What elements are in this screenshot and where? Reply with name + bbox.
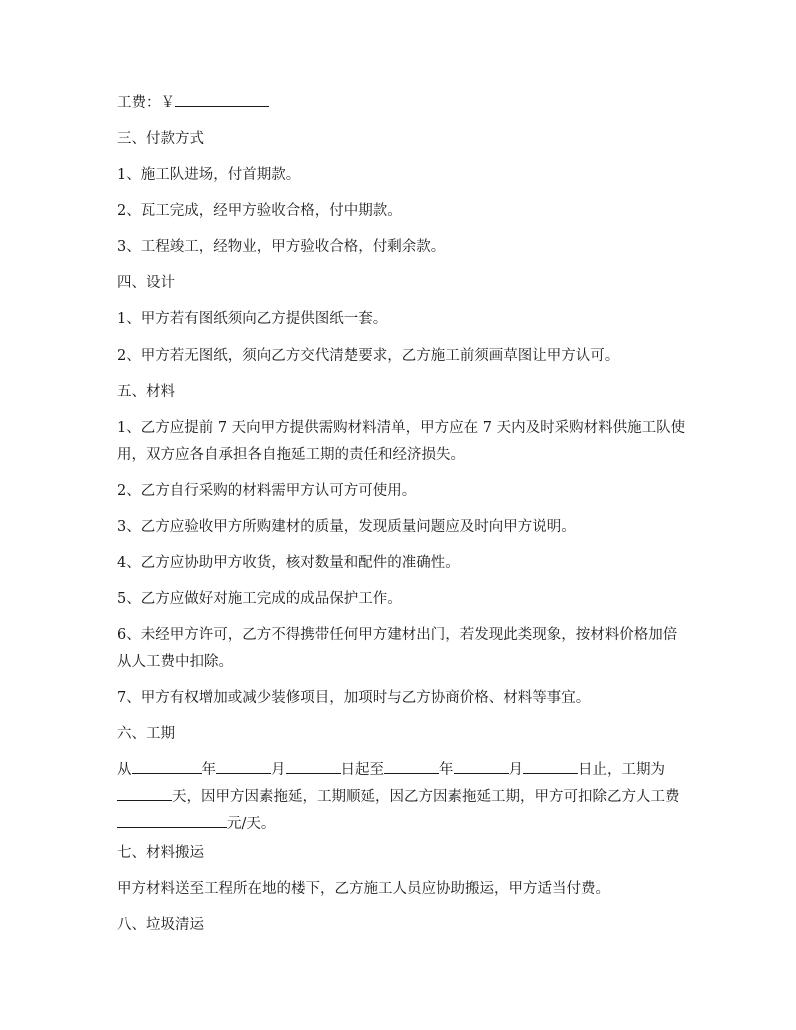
end-day-blank bbox=[523, 758, 578, 774]
period-year-text-2: 年 bbox=[439, 762, 454, 778]
start-month-blank bbox=[216, 758, 271, 774]
end-year-blank bbox=[384, 758, 439, 774]
section-5-heading: 五、材料 bbox=[117, 384, 175, 400]
period-year-text-1: 年 bbox=[201, 762, 216, 778]
period-start-text: 日起至 bbox=[340, 762, 384, 778]
section-5-item-4: 4、乙方应协助甲方收货，核对数量和配件的准确性。 bbox=[117, 555, 460, 571]
start-year-blank bbox=[132, 758, 202, 774]
period-end-text: 日止，工期为 bbox=[578, 762, 665, 778]
labor-fee-label: 工费：￥ bbox=[117, 95, 175, 111]
labor-fee-blank bbox=[175, 91, 269, 107]
period-month-text-1: 月 bbox=[271, 762, 286, 778]
labor-fee-line bbox=[117, 90, 687, 117]
period-unit-text: 元/天。 bbox=[227, 816, 276, 832]
section-3-heading: 三、付款方式 bbox=[117, 131, 204, 147]
section-8-heading: 八、垃圾清运 bbox=[117, 917, 204, 933]
section-3-item-2: 2、瓦工完成，经甲方验收合格，付中期款。 bbox=[117, 203, 402, 219]
section-4-item-1: 1、甲方若有图纸须向乙方提供图纸一套。 bbox=[117, 311, 388, 327]
section-5-item-1: 1、乙方应提前 7 天向甲方提供需购材料清单，甲方应在 7 天内及时采购材料供施工队使用，双方应各自承担各自拖延工期的责任和经济损失。 bbox=[117, 420, 686, 463]
section-5-item-7: 7、甲方有权增加或减少装修项目，加项时与乙方协商价格、材料等事宜。 bbox=[117, 690, 591, 706]
section-7-heading: 七、材料搬运 bbox=[117, 845, 204, 861]
end-month-blank bbox=[454, 758, 509, 774]
section-5-item-3: 3、乙方应验收甲方所购建材的质量，发现质量问题应及时向甲方说明。 bbox=[117, 519, 576, 535]
section-4-heading: 四、设计 bbox=[117, 275, 175, 291]
section-6-heading: 六、工期 bbox=[117, 726, 175, 742]
section-7-text: 甲方材料送至工程所在地的楼下，乙方施工人员应协助搬运，甲方适当付费。 bbox=[117, 881, 610, 897]
section-3-item-1: 1、施工队进场，付首期款。 bbox=[117, 167, 301, 183]
section-6-period bbox=[117, 757, 687, 838]
section-3-item-3: 3、工程竣工，经物业，甲方验收合格，付剩余款。 bbox=[117, 239, 446, 255]
duration-days-blank bbox=[117, 785, 172, 801]
section-4-item-2: 2、甲方若无图纸，须向乙方交代清楚要求，乙方施工前须画草图让甲方认可。 bbox=[117, 348, 620, 364]
deduction-rate-blank bbox=[117, 812, 227, 828]
period-from-text: 从 bbox=[117, 762, 132, 778]
section-5-item-2: 2、乙方自行采购的材料需甲方认可方可使用。 bbox=[117, 483, 417, 499]
section-5-item-6: 6、未经甲方许可，乙方不得携带任何甲方建材出门，若发现此类现象，按材料价格加倍从人工费中扣除。 bbox=[117, 627, 678, 670]
section-5-item-5: 5、乙方应做好对施工完成的成品保护工作。 bbox=[117, 591, 402, 607]
period-days-text: 天，因甲方因素拖延，工期顺延，因乙方因素拖延工期，甲方可扣除乙方人工费 bbox=[172, 789, 680, 805]
start-day-blank bbox=[286, 758, 341, 774]
period-month-text-2: 月 bbox=[508, 762, 523, 778]
